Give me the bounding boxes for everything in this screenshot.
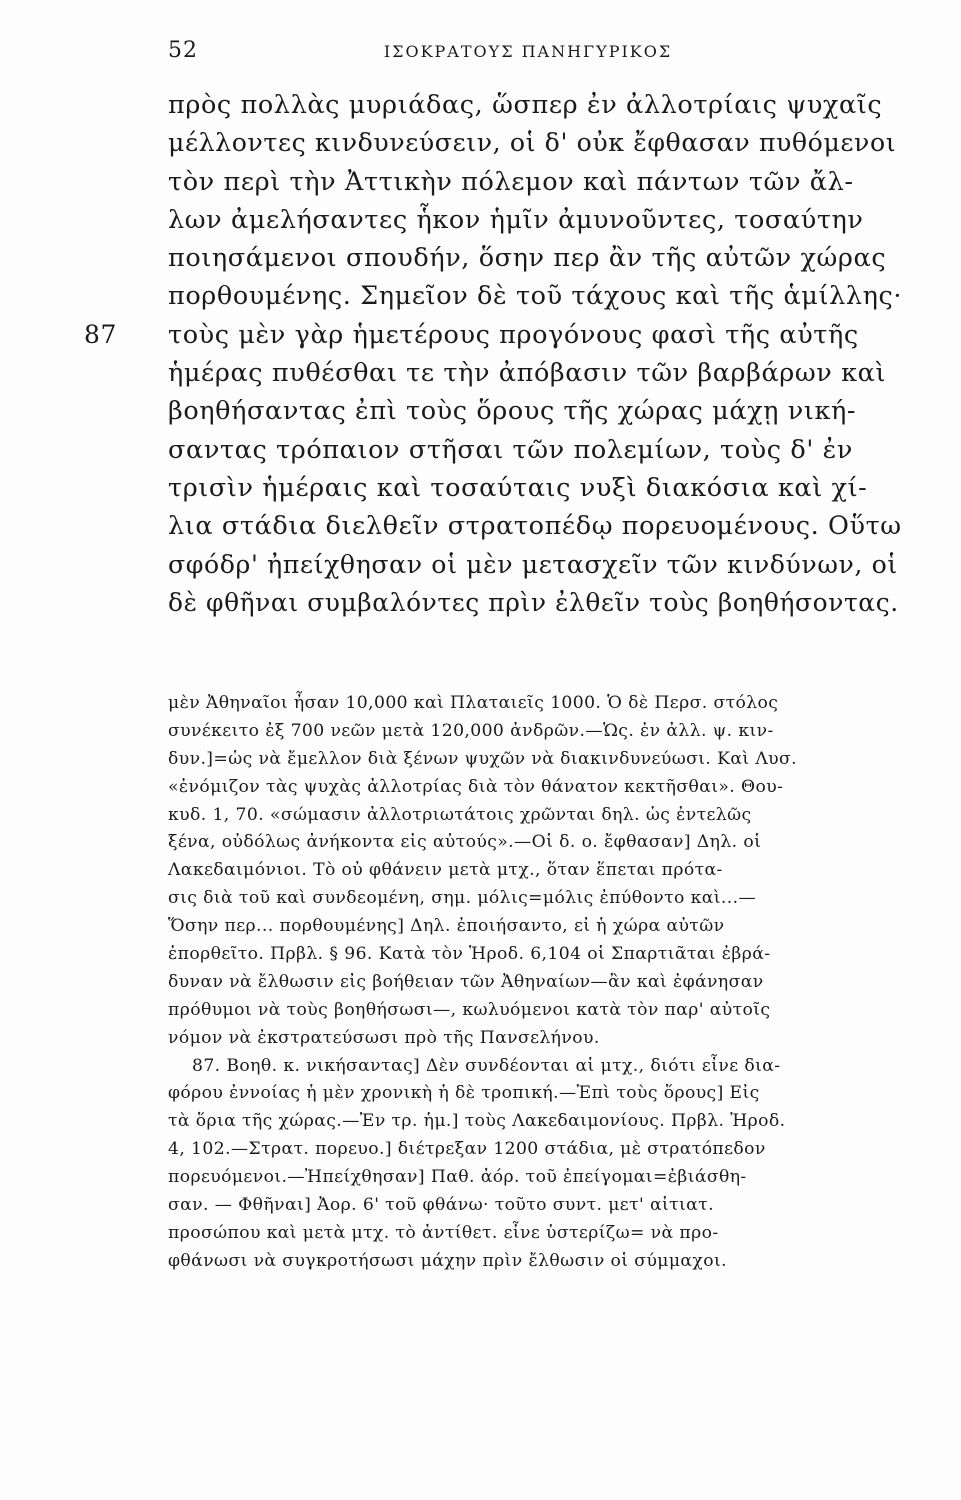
page-number: 52 [168, 38, 198, 63]
main-text-line: λων ἀμελήσαντες ἧκον ἡμῖν ἀμυνοῦντες, τοσαύτην [168, 204, 864, 235]
main-text-line: βοηθήσαντας ἐπὶ τοὺς ὅρους τῆς χώρας μάχῃ νική- [168, 396, 857, 427]
note-line: ἐπορθεῖτο. Πρβλ. § 96. Κατὰ τὸν Ἡροδ. 6,104 οἱ Σπαρτιᾶται ἐβρά- [168, 944, 771, 965]
note-line: σις διὰ τοῦ καὶ συνδεομένη, σημ. μόλις=μόλις ἐπύθοντο καὶ...— [168, 888, 757, 909]
main-text-line: ποιησάμενοι σπουδήν, ὅσην περ ἂν τῆς αὐτῶν χώρας [168, 243, 887, 274]
main-text-line-with-section [84, 316, 903, 354]
main-text-line: λια στάδια διελθεῖν στρατοπέδῳ πορευομένους. Οὕτω [168, 511, 902, 542]
note-line: φθάνωσι νὰ συγκροτήσωσι μάχην πρὶν ἔλθωσιν οἱ σύμμαχοι. [168, 1250, 727, 1271]
note-line: σαν. — Φθῆναι] Ἀορ. 6' τοῦ φθάνω· τοῦτο συντ. μετ' αἰτιατ. [168, 1195, 714, 1216]
note-line: πορευόμενοι.—Ἠπείχθησαν] Παθ. ἀόρ. τοῦ ἐπείγομαι=ἐβιάσθη- [168, 1167, 747, 1188]
note-line: προσώπου καὶ μετὰ μτχ. τὸ ἀντίθετ. εἶνε ὑστερίζω= νὰ προ- [168, 1222, 719, 1243]
main-text [84, 86, 903, 622]
note-line: μὲν Ἀθηναῖοι ἦσαν 10,000 καὶ Πλαταιεῖς 1000. Ὁ δὲ Περσ. στόλος [168, 693, 779, 713]
note-line: Ὅσην περ... πορθουμένης] Δηλ. ἐποιήσαντο, εἰ ἡ χώρα αὐτῶν [168, 916, 725, 937]
main-text-line: πορθουμένης. Σημεῖον δὲ τοῦ τάχους καὶ τῆς ἁμίλλης· [168, 281, 903, 312]
main-text-line: τὸν περὶ τὴν Ἀττικὴν πόλεμον καὶ πάντων τῶν ἄλ- [168, 166, 854, 197]
note-line: Λακεδαιμόνιοι. Τὸ οὐ φθάνειν μετὰ μτχ., ὅταν ἕπεται πρότα- [168, 860, 723, 881]
main-text-line: σφόδρ' ἠπείχθησαν οἱ μὲν μετασχεῖν τῶν κινδύνων, οἱ [168, 549, 898, 579]
main-text-line: πρὸς πολλὰς μυριάδας, ὥσπερ ἐν ἀλλοτρίαις ψυχαῖς [168, 90, 883, 120]
note-line: ξένα, οὐδόλως ἀνήκοντα εἰς αὐτούς».—Οἱ δ. ο. ἔφθασαν] Δηλ. οἱ [168, 832, 762, 853]
note-line: συνέκειτο ἐξ 700 νεῶν μετὰ 120,000 ἀνδρῶν.—Ὡς. ἐν ἀλλ. ψ. κιν- [168, 720, 774, 741]
note-line: φόρου ἐννοίας ἡ μὲν χρονικὴ ἡ δὲ τροπική.—Ἐπὶ τοὺς ὅρους] Εἰς [168, 1083, 760, 1104]
main-text-line: μέλλοντες κινδυνεύσειν, οἱ δ' οὐκ ἔφθασαν πυθόμενοι [168, 128, 897, 158]
note-line: «ἐνόμιζον τὰς ψυχὰς ἀλλοτρίας διὰ τὸν θάνατον κεκτῆσθαι». Θου- [168, 776, 784, 797]
running-title: ΙΣΟΚΡΑΤΟΥΣ ΠΑΝΗΓΥΡΙΚΟΣ [383, 42, 673, 61]
note-line: πρόθυμοι νὰ τοὺς βοηθήσωσι—, κωλυόμενοι κατὰ τὸν παρ' αὐτοῖς [168, 999, 771, 1020]
main-text-line: δὲ φθῆναι συμβαλόντες πρὶν ἐλθεῖν τοὺς βοηθήσοντας. [168, 587, 899, 617]
note-line-section-87: 87. Βοηθ. κ. νικήσαντας] Δὲν συνδέονται αἱ μτχ., διότι εἶνε δια- [192, 1055, 781, 1076]
commentary-notes [168, 690, 903, 1276]
note-line: δυναν νὰ ἔλθωσιν εἰς βοήθειαν τῶν Ἀθηναίων—ἂν καὶ ἐφάνησαν [168, 971, 764, 992]
section-number: 87 [84, 319, 118, 349]
note-line: νόμον νὰ ἐκστρατεύσωσι πρὸ τῆς Πανσελήνου. [168, 1027, 600, 1048]
main-text-line: ἡμέρας πυθέσθαι τε τὴν ἀπόβασιν τῶν βαρβάρων καὶ [168, 358, 887, 389]
main-text-line-content: τοὺς μὲν γὰρ ἡμετέρους προγόνους φασὶ τῆς αὐτῆς [168, 319, 859, 350]
note-line: τὰ ὅρια τῆς χώρας.—Ἐν τρ. ἡμ.] τοὺς Λακεδαιμονίους. Πρβλ. Ἡροδ. [168, 1111, 786, 1132]
main-text-line: σαντας τρόπαιον στῆσαι τῶν πολεμίων, τοὺς δ' ἐν [168, 434, 854, 465]
page-header [168, 38, 888, 68]
note-line: 4, 102.—Στρατ. πορευο.] διέτρεξαν 1200 στάδια, μὲ στρατόπεδον [168, 1139, 766, 1160]
note-line: κυδ. 1, 70. «σώμασιν ἀλλοτριωτάτοις χρῶνται δηλ. ὡς ἐντελῶς [168, 804, 752, 825]
main-text-line: τρισὶν ἡμέραις καὶ τοσαύταις νυξὶ διακόσια καὶ χί- [168, 472, 868, 503]
note-line: δυν.]=ὡς νὰ ἔμελλον διὰ ξένων ψυχῶν νὰ διακινδυνεύωσι. Καὶ Λυσ. [168, 748, 798, 769]
